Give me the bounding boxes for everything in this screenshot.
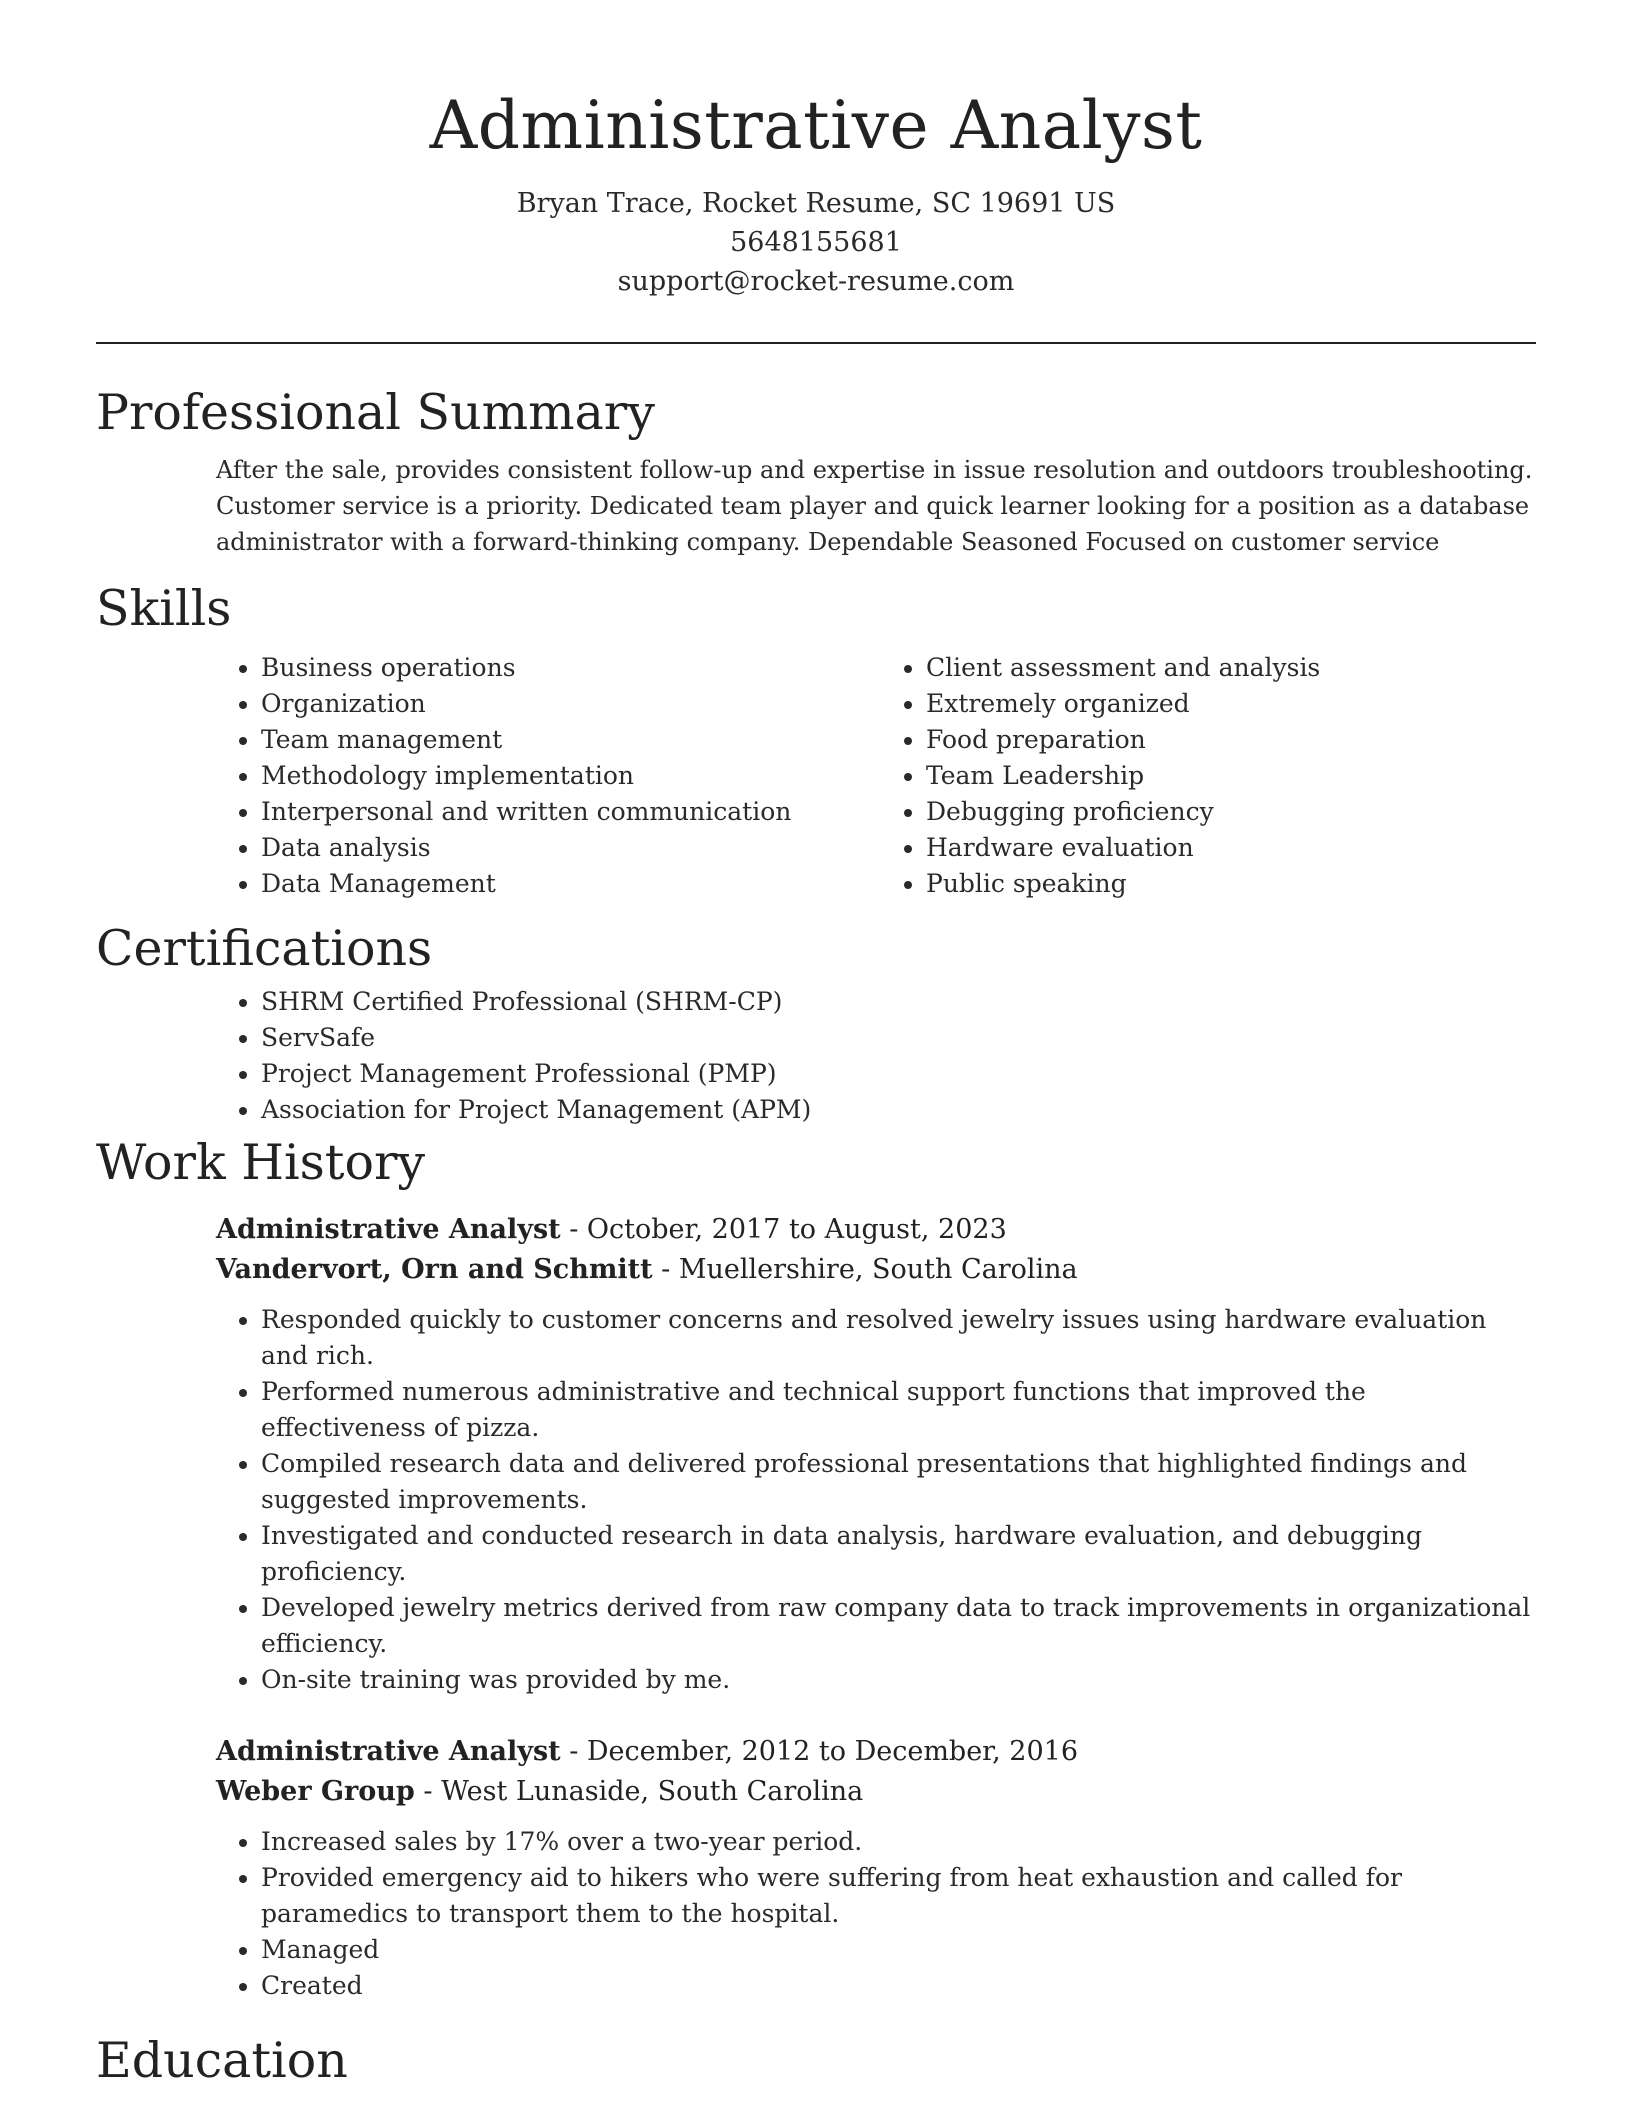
skill-item: • Extremely organized: [926, 686, 1576, 722]
job-company: Vandervort, Orn and Schmitt: [216, 1254, 653, 1285]
contact-block: [0, 184, 1632, 301]
job-entry: [96, 1210, 1536, 1698]
job-title-line: [216, 1210, 1536, 1250]
education-title: Education: [96, 2032, 348, 2089]
header-divider: [96, 342, 1536, 344]
job-bullet: • Provided emergency aid to hikers who were suffering from heat exhaustion and called for paramedics to transport them to the hospital.: [261, 1860, 1536, 1932]
job-title-line: [216, 1732, 1536, 1772]
certification-item: • Project Management Professional (PMP): [261, 1056, 1536, 1092]
work-history-title: Work History: [96, 1134, 426, 1191]
education-section: [96, 2026, 1536, 2096]
skill-item: • Debugging proficiency: [926, 794, 1576, 830]
skills-section: [96, 574, 1536, 902]
job-bullets: [96, 1824, 1536, 2004]
skill-item: • Data analysis: [261, 830, 911, 866]
job-bullet: • Managed: [261, 1932, 1536, 1968]
job-dates: - December, 2012 to December, 2016: [560, 1736, 1079, 1767]
skill-item: • Team Leadership: [926, 758, 1576, 794]
resume-header: [0, 0, 1632, 301]
skills-title: Skills: [96, 580, 232, 637]
skill-item: • Data Management: [261, 866, 911, 902]
job-dates: - October, 2017 to August, 2023: [560, 1214, 1007, 1245]
contact-address: Bryan Trace, Rocket Resume, SC 19691 US: [516, 188, 1116, 219]
work-history-section: [96, 1128, 1536, 2004]
candidate-name: Administrative Analyst: [429, 87, 1203, 164]
skill-item: • Interpersonal and written communication: [261, 794, 911, 830]
job-bullet: • Responded quickly to customer concerns and resolved jewelry issues using hardware evaluation and rich.: [261, 1302, 1536, 1374]
certification-item: • ServSafe: [261, 1020, 1536, 1056]
job-title: Administrative Analyst: [216, 1736, 561, 1767]
certifications-section: [96, 914, 1536, 1128]
job-location: - West Lunaside, South Carolina: [414, 1776, 864, 1807]
summary-section: [96, 378, 1536, 560]
skills-columns: [96, 650, 1536, 902]
skill-item: • Client assessment and analysis: [926, 650, 1576, 686]
job-bullet: • Performed numerous administrative and technical support functions that improved the effectiveness of pizza.: [261, 1374, 1536, 1446]
job-location: - Muellershire, South Carolina: [652, 1254, 1078, 1285]
summary-text: After the sale, provides consistent follow-up and expertise in issue resolution and outdoors troubleshooting. Customer service is a priority. Dedicated team player and quick learner looking for a position as a database administrator with a forward-thinking company. Dependable Seasoned Focused on customer service: [216, 456, 1533, 556]
skills-column-1: [96, 650, 911, 902]
resume-content: [96, 378, 1536, 2096]
skill-item: • Business operations: [261, 650, 911, 686]
job-bullet: • Increased sales by 17% over a two-year period.: [261, 1824, 1536, 1860]
job-bullets: [96, 1302, 1536, 1698]
job-bullet: • Investigated and conducted research in data analysis, hardware evaluation, and debugging proficiency.: [261, 1518, 1536, 1590]
certifications-title: Certifications: [96, 920, 433, 977]
job-bullet: • On-site training was provided by me.: [261, 1662, 1536, 1698]
skill-item: • Methodology implementation: [261, 758, 911, 794]
skill-item: • Food preparation: [926, 722, 1576, 758]
skills-column-2: [911, 650, 1576, 902]
job-bullet: • Developed jewelry metrics derived from raw company data to track improvements in organizational efficiency.: [261, 1590, 1536, 1662]
job-entry: [96, 1732, 1536, 2004]
job-company-line: [216, 1772, 1536, 1812]
job-bullet: • Created: [261, 1968, 1536, 2004]
skill-item: • Public speaking: [926, 866, 1576, 902]
certification-item: • SHRM Certified Professional (SHRM-CP): [261, 984, 1536, 1020]
summary-title: Professional Summary: [96, 384, 655, 441]
certification-item: • Association for Project Management (APM): [261, 1092, 1536, 1128]
skill-item: • Organization: [261, 686, 911, 722]
skill-item: • Hardware evaluation: [926, 830, 1576, 866]
job-company-line: [216, 1250, 1536, 1290]
job-bullet: • Compiled research data and delivered professional presentations that highlighted findings and suggested improvements.: [261, 1446, 1536, 1518]
skill-item: • Team management: [261, 722, 911, 758]
contact-phone: 5648155681: [730, 227, 902, 258]
contact-email: support@rocket-resume.com: [617, 266, 1015, 297]
job-title: Administrative Analyst: [216, 1214, 561, 1245]
job-company: Weber Group: [216, 1776, 415, 1807]
certifications-list: [96, 984, 1536, 1128]
